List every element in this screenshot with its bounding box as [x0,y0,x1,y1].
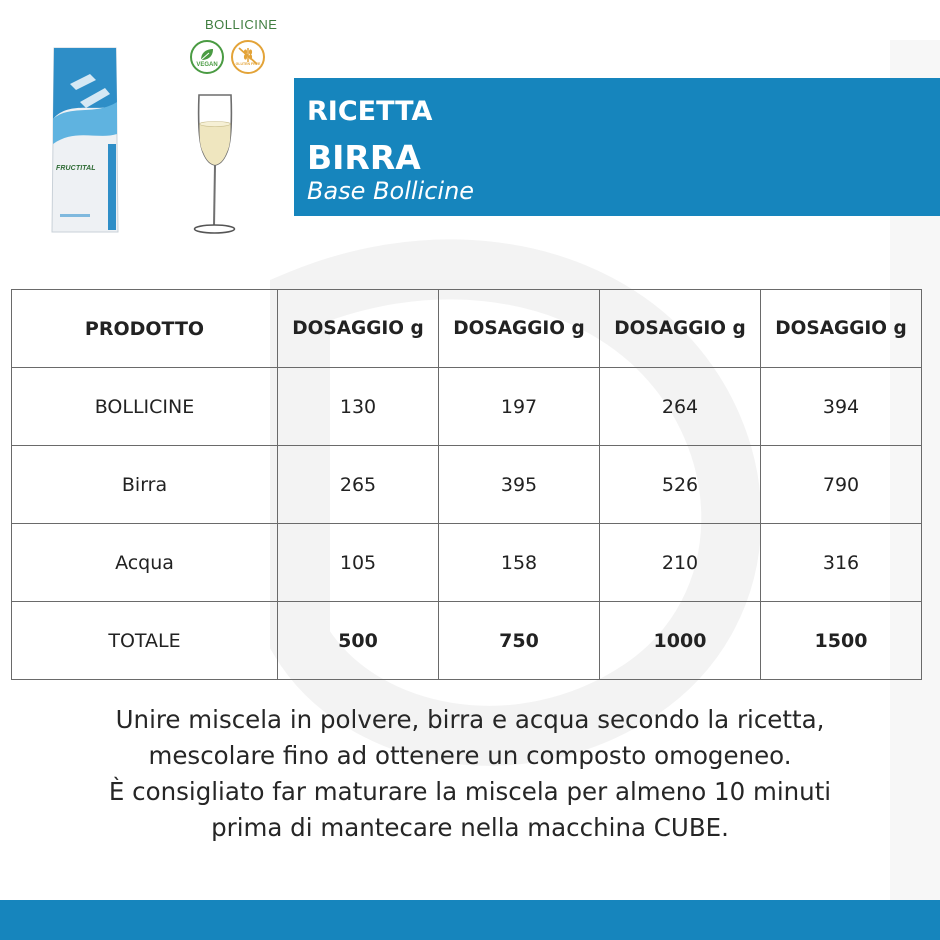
column-header-dosage: DOSAGGIO g [439,290,600,368]
row-dosage-value: 265 [278,446,439,524]
row-dosage-value: 526 [600,446,761,524]
table-row [12,524,922,602]
total-value: 500 [278,602,439,680]
footer-bar [0,900,940,940]
recipe-subtitle: Base Bollicine [307,177,475,205]
instruction-line: È consigliato far maturare la miscela per almeno 10 minuti [108,777,832,806]
table-row [12,446,922,524]
champagne-glass-image [190,90,240,238]
column-header-dosage: DOSAGGIO g [600,290,761,368]
table-row [12,368,922,446]
product-bag-image [50,44,120,236]
row-product: BOLLICINE [12,368,278,446]
recipe-dosage-table [11,289,922,680]
product-name: BOLLICINE [205,17,278,32]
recipe-title: BIRRA [307,138,421,177]
row-dosage-value: 790 [761,446,922,524]
row-product: Acqua [12,524,278,602]
total-value: 1000 [600,602,761,680]
row-dosage-value: 316 [761,524,922,602]
recipe-kicker: RICETTA [307,96,433,127]
total-label: TOTALE [12,602,278,680]
row-dosage-value: 197 [439,368,600,446]
total-value: 1500 [761,602,922,680]
row-dosage-value: 264 [600,368,761,446]
row-product: Birra [12,446,278,524]
vegan-badge [190,40,224,74]
row-dosage-value: 130 [278,368,439,446]
recipe-header-banner [294,78,940,216]
column-header-product: PRODOTTO [12,290,278,368]
wheat-crossed-icon [233,42,263,72]
row-dosage-value: 395 [439,446,600,524]
instruction-line: mescolare fino ad ottenere un composto omogeneo. [148,741,792,770]
instruction-line: prima di mantecare nella macchina CUBE. [211,813,729,842]
column-header-dosage: DOSAGGIO g [761,290,922,368]
gluten-free-badge-label: GLUTEN FREE [235,62,261,66]
instruction-line: Unire miscela in polvere, birra e acqua secondo la ricetta, [115,705,825,734]
total-value: 750 [439,602,600,680]
row-dosage-value: 394 [761,368,922,446]
row-dosage-value: 210 [600,524,761,602]
bag-brand-label: FRUCTITAL [56,165,96,172]
preparation-instructions [0,702,940,846]
row-dosage-value: 105 [278,524,439,602]
gluten-free-badge [231,40,265,74]
vegan-badge-label: VEGAN [196,62,218,68]
row-dosage-value: 158 [439,524,600,602]
column-header-dosage: DOSAGGIO g [278,290,439,368]
table-total-row [12,602,922,680]
table-header-row [12,290,922,368]
